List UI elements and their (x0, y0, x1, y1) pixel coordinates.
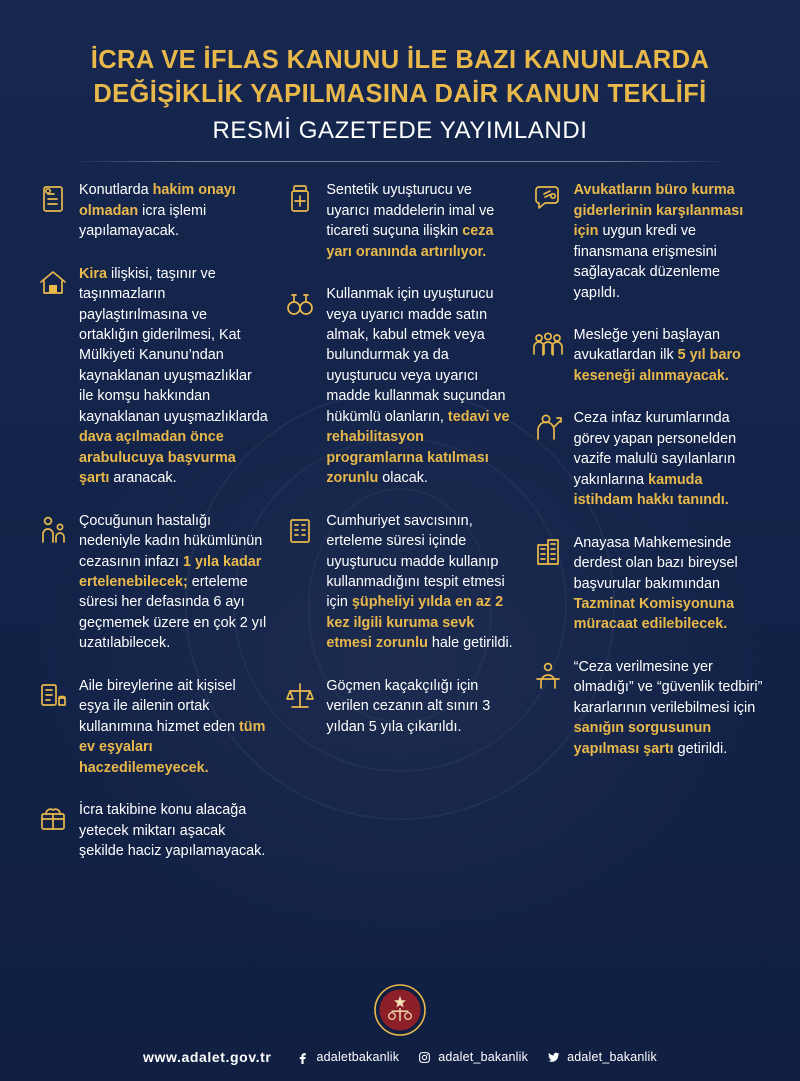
mother-child-icon (36, 513, 70, 547)
body-text: ertelemе süresi her defasında 6 ayı geçmemek üzere en çok 2 yıl uzatılabilecek. (79, 574, 267, 652)
list-item-text (79, 511, 269, 654)
body-text: getirildi. (673, 740, 728, 757)
highlighted-text: dava açılmadan önce arabulucuya başvurma şartı (79, 429, 236, 487)
scales-icon (283, 678, 317, 712)
content-columns (0, 162, 800, 883)
list-item-text (574, 408, 764, 510)
list-item (283, 676, 516, 737)
social-handle: adalet_bakanlik (438, 1050, 529, 1064)
body-text: Mesleğe yeni başlayan avukatlardan ilk (573, 327, 721, 364)
highlighted-text: Kira (79, 265, 107, 282)
body-text: İcra takibine konu alacağa yetecek miktarı aşacak şekilde haciz yapılamayacak. (79, 802, 266, 859)
courthouse-icon (283, 513, 317, 547)
list-item-text (574, 325, 764, 386)
body-text: Sentetik uyuşturucu ve uyarıcı maddelerin imal ve ticareti suçuna ilişkin (326, 182, 495, 240)
list-item (283, 511, 516, 654)
social-link-0[interactable] (295, 1050, 399, 1065)
body-text: Anayasa Mahkemesinde derdest olan bazı bireysel başvurular bakımından (573, 534, 738, 592)
body-text: ilişkisi, taşınır ve taşınmazların paylaştırılmasına ve ortaklığın giderilmesi, Kat Mülkiyeti Kanunu’ndan kaynaklanan uyuşmazlıklar ile komşu hakkından kaynaklanan uyuşmazlıklarda (79, 265, 268, 425)
list-item-text (574, 180, 764, 303)
list-item-text (326, 284, 516, 489)
social-handle: adaletbakanlik (316, 1050, 400, 1064)
title-line-2: DEĞİŞİKLİK YAPILMASINA DAİR KANUN TEKLİFİ (93, 79, 707, 108)
column-2 (283, 180, 516, 759)
column-3 (531, 180, 764, 781)
body-text: uygun kredi ve finansmana erişmesini sağlayacak düzenleme yapıldı. (573, 223, 721, 301)
people-group-icon (531, 327, 565, 361)
title-line-1: İCRA VE İFLAS KANUNU İLE BAZI KANUNLARDA (90, 46, 710, 74)
highlighted-text: ceza yarı oranında artırılıyor. (326, 223, 494, 260)
body-text: Göçmen kaçakçılığı için verilen cezanın alt sınırı 3 yıldan 5 yıla çıkarıldı. (326, 677, 491, 735)
list-item (531, 180, 764, 303)
list-item-text (326, 180, 516, 262)
footer-bar (0, 1049, 800, 1065)
list-item (531, 325, 764, 386)
list-item-text (326, 511, 516, 654)
document-check-icon (36, 182, 70, 216)
highlighted-text: tedavi ve rehabilitasyon programlarına katılması zorunlu (326, 408, 510, 487)
body-text: aranacak. (109, 470, 177, 487)
speech-gavel-icon (531, 182, 565, 216)
highlighted-text: hakim onayı olmadan (79, 182, 236, 219)
highlighted-text: şüpheliyi yılda en az 2 kez ilgili kuruma sevk etmesi zorunlu (326, 594, 504, 652)
body-text: olacak. (378, 470, 428, 487)
instagram-icon (417, 1050, 432, 1065)
list-item (36, 264, 269, 489)
page-header (0, 0, 800, 162)
social-handle: adalet_bakanlik (567, 1050, 657, 1064)
list-item (283, 180, 516, 262)
highlighted-text: tüm ev eşyaları haczedilemeyecek. (79, 718, 266, 776)
title-line-3: RESMİ GAZETEDE YAYIMLANDI (212, 117, 588, 145)
body-text: Çocuğunun hastalığı nedeniyle kadın hükümlünün cezasının infazı (79, 512, 263, 570)
social-link-1[interactable] (417, 1050, 528, 1065)
highlighted-text: 5 yıl baro keseneği alınmayacak. (573, 347, 741, 384)
list-item (36, 511, 269, 654)
column-1 (36, 180, 269, 883)
facebook-icon (295, 1050, 310, 1065)
list-item (531, 533, 764, 635)
body-text: Konutlarda (79, 182, 153, 199)
body-text: Cumhuriyet savcısının, erteleme süresi içinde uyuşturucu madde kullanıp kullanmadığını tespit etmesi için (326, 512, 505, 611)
furniture-icon (36, 678, 70, 712)
list-item-text (79, 800, 269, 861)
body-text: Aile bireylerine ait kişisel eşya ile ailenin ortak kullanımına hizmet eden (79, 677, 239, 735)
body-text: Ceza infaz kurumlarında görev yapan personelden vazife malulü sayılanların yakınlarına (573, 410, 737, 488)
list-item-text (79, 264, 269, 489)
highlighted-text: Avukatların büro kurma giderlerinin karşılanması için (573, 182, 744, 240)
list-item-text (574, 657, 764, 759)
list-item-text (574, 533, 764, 635)
list-item (531, 657, 764, 759)
officer-icon (531, 410, 565, 444)
highlighted-text: kamuda istihdam hakkı tanındı. (573, 471, 729, 509)
highlighted-text: sanığın sorgusunun yapılması şartı (573, 720, 712, 757)
handcuffs-icon (283, 286, 317, 320)
body-text: Kullanmak için uyuşturucu veya uyarıcı madde satın almak, kabul etmek veya bulundurmak ya da uyuşturucu veya uyarıcı madde kullanmak suçundan hükümlü olanların, (326, 286, 506, 425)
box-icon (36, 802, 70, 836)
highlighted-text: Tazminat Komisyonuna müracaat edilebilecek. (573, 596, 735, 633)
website-link[interactable]: www.adalet.gov.tr (143, 1049, 272, 1065)
body-text: “Ceza verilmesine yer olmadığı” ve “güvenlik tedbiri” kararlarının verilebilmesi için (573, 658, 763, 716)
list-item-text (79, 676, 269, 778)
list-item-text (326, 676, 516, 737)
pill-bottle-icon (283, 182, 317, 216)
house-icon (36, 266, 70, 300)
body-text: hale getirildi. (427, 635, 513, 652)
twitter-icon (546, 1050, 561, 1065)
building-icon (531, 535, 565, 569)
list-item (36, 676, 269, 778)
judge-icon (531, 659, 565, 693)
highlighted-text: 1 yıla kadar ertelenebilecek; (79, 553, 262, 591)
list-item (36, 180, 269, 241)
ministry-of-justice-seal-icon (373, 983, 427, 1037)
body-text: icra işlemi yapılamayacak. (79, 202, 207, 240)
list-item (531, 408, 764, 510)
page-footer (0, 983, 800, 1081)
list-item (36, 800, 269, 861)
list-item (283, 284, 516, 489)
social-link-2[interactable] (546, 1050, 657, 1065)
list-item-text (79, 180, 269, 241)
